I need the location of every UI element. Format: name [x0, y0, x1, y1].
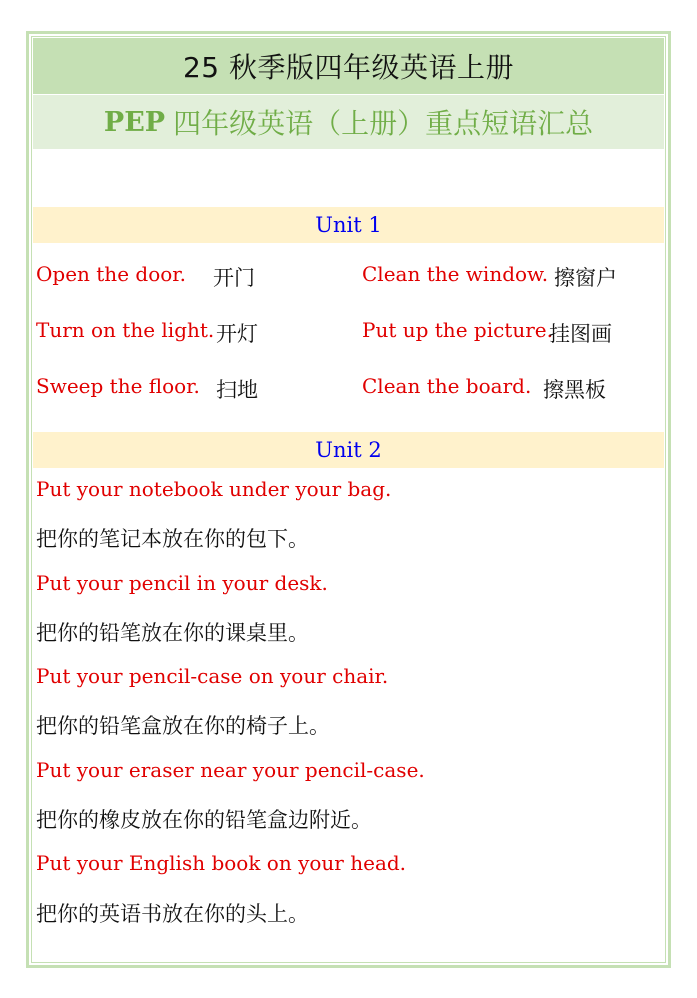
unit-1-header — [33, 207, 664, 243]
phrase-en: Open the door. — [36, 262, 186, 286]
sentence-cn: 把你的铅笔盒放在你的椅子上。 — [36, 714, 330, 738]
sentence-en: Put your eraser near your pencil-case. — [36, 758, 425, 782]
unit-1-label: Unit 1 — [315, 213, 382, 237]
phrase-en: Clean the board. — [362, 374, 532, 398]
sentence-cn: 把你的橡皮放在你的铅笔盒边附近。 — [36, 808, 372, 832]
unit-2-label: Unit 2 — [315, 438, 382, 462]
phrase-cn: 开灯 — [216, 322, 258, 346]
phrase-cn: 开门 — [213, 266, 255, 290]
subtitle-latin: PEP — [103, 106, 166, 138]
phrase-cn: 擦窗户 — [554, 266, 617, 290]
sentence-cn: 把你的笔记本放在你的包下。 — [36, 527, 309, 551]
phrase-en: Sweep the floor. — [36, 374, 200, 398]
phrase-cn: 挂图画 — [549, 322, 612, 346]
phrase-en: Put up the picture. — [362, 318, 553, 342]
sentence-en: Put your English book on your head. — [36, 851, 407, 875]
subtitle-bar — [33, 95, 664, 149]
subtitle-text: 四年级英语（上册）重点短语汇总 — [173, 107, 594, 140]
phrase-en: Clean the window. — [362, 262, 549, 286]
phrase-en: Turn on the light. — [36, 318, 215, 342]
phrase-cn: 扫地 — [216, 378, 258, 402]
title-bar — [33, 38, 664, 94]
sentence-en: Put your notebook under your bag. — [36, 477, 392, 501]
sentence-cn: 把你的英语书放在你的头上。 — [36, 902, 309, 926]
sentence-cn: 把你的铅笔放在你的课桌里。 — [36, 621, 309, 645]
unit-2-header — [33, 432, 664, 468]
sentence-en: Put your pencil-case on your chair. — [36, 664, 389, 688]
phrase-cn: 擦黑板 — [543, 378, 606, 402]
page-title: 25 秋季版四年级英语上册 — [182, 51, 515, 84]
sentence-en: Put your pencil in your desk. — [36, 571, 328, 595]
